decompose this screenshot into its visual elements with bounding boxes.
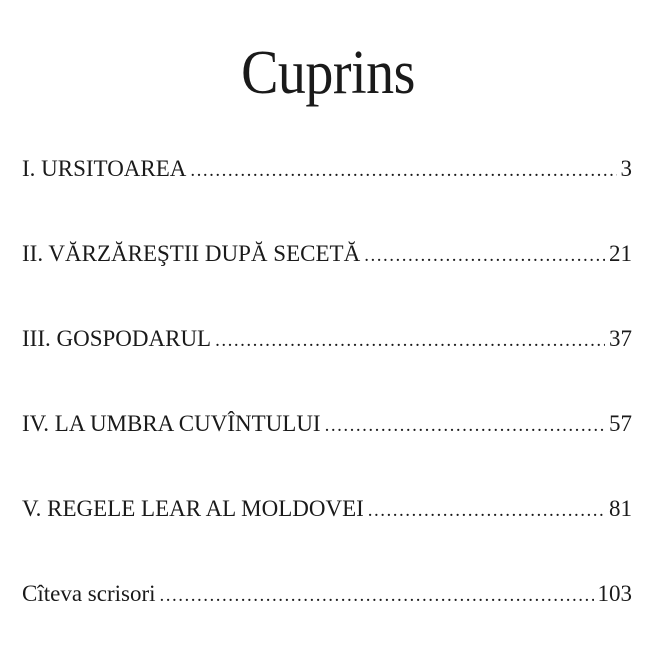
dot-leader xyxy=(160,575,594,617)
toc-entry-label: V. REGELE LEAR AL MOLDOVEI xyxy=(22,496,364,521)
dot-leader xyxy=(364,235,605,277)
dot-leader xyxy=(368,490,605,532)
toc-entry-label: III. GOSPODARUL xyxy=(22,326,212,351)
toc-entry-page: 81 xyxy=(609,496,632,521)
page-title: Cuprins xyxy=(241,38,415,108)
dot-leader xyxy=(190,150,616,192)
toc-entry-label: Cîteva scrisori xyxy=(22,581,156,606)
toc-entry-label: II. VĂRZĂREŞTII DUPĂ SECETĂ xyxy=(22,241,361,266)
toc-entry-5 xyxy=(22,488,632,573)
toc-entry-label: I. URSITOAREA xyxy=(22,156,187,181)
toc-entry-page: 37 xyxy=(609,326,632,351)
toc-entry-4 xyxy=(22,403,632,488)
toc-entry-page: 3 xyxy=(620,156,632,181)
toc-entry-1 xyxy=(22,148,632,233)
toc-entry-page: 21 xyxy=(609,241,632,266)
toc-entry-page: 57 xyxy=(609,411,632,436)
toc-entry-page: 103 xyxy=(597,581,632,606)
dot-leader xyxy=(325,405,605,447)
toc-entry-2 xyxy=(22,233,632,318)
toc-entry-label: IV. LA UMBRA CUVÎNTULUI xyxy=(22,411,321,436)
dot-leader xyxy=(215,320,605,362)
toc-list xyxy=(22,148,632,658)
toc-entry-3 xyxy=(22,318,632,403)
toc-entry-6 xyxy=(22,573,632,658)
